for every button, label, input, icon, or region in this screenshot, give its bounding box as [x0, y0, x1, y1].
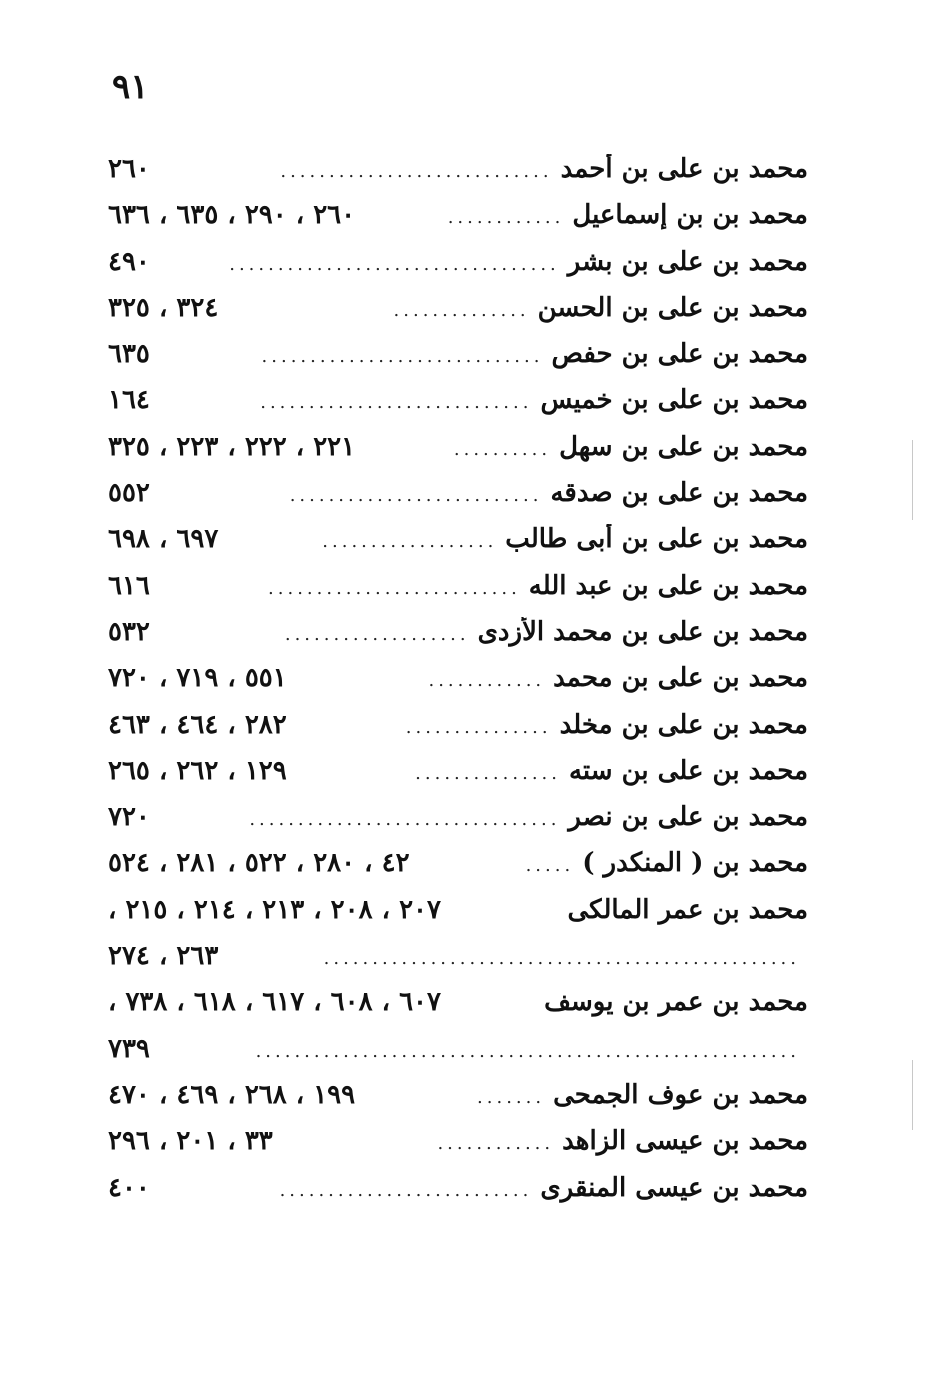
entry-leader-dots: .......: [477, 1086, 546, 1108]
entry-name: محمد بن بن إسماعيل: [572, 200, 808, 231]
entry-leader-dots: ...................: [284, 623, 470, 645]
entry-page-refs: ٢٦٣ ، ٢٧٤: [108, 941, 219, 972]
index-entry: [108, 987, 808, 1033]
entry-page-refs: ١٢٩ ، ٢٦٢ ، ٢٦٥: [108, 755, 287, 786]
entry-leader-dots: ........................................................: [255, 1040, 800, 1062]
entry-name: محمد بن على بن سهل: [559, 431, 808, 462]
entry-name: محمد بن ( المنكدر ): [582, 848, 808, 879]
entry-page-refs: ٤٩٠: [108, 246, 150, 277]
entry-leader-dots: ............................: [280, 161, 553, 182]
index-entry: [108, 154, 808, 200]
index-entry: [108, 1126, 808, 1172]
entry-leader-dots: ..........: [453, 438, 552, 460]
entry-name: محمد بن على بن عبد الله: [528, 570, 808, 601]
index-entry: [108, 617, 808, 663]
entry-name: محمد بن على بن خميس: [540, 385, 808, 416]
entry-leader-dots: ............: [447, 207, 565, 229]
entry-page-refs: ٢٦٠: [108, 154, 150, 184]
index-entry: [108, 663, 808, 709]
entry-page-refs: ٦٣٥: [108, 339, 150, 370]
entry-name: محمد بن على بن صدقه: [550, 478, 808, 509]
entry-name: محمد بن عمر بن يوسف: [544, 987, 808, 1018]
entry-name: محمد بن على بن حفص: [551, 339, 808, 370]
entry-page-refs: ٣٢٤ ، ٣٢٥: [108, 292, 219, 323]
entry-name: محمد بن على بن أحمد: [560, 154, 808, 184]
entry-page-refs: ٤٠٠: [108, 1172, 150, 1203]
entry-leader-dots: .................................................: [323, 948, 800, 970]
index-entry: [108, 432, 808, 478]
entry-page-refs: ٥٣٢: [108, 616, 150, 647]
entry-name: محمد بن على بن سته: [568, 755, 808, 786]
entry-leader-dots: .............................: [261, 346, 544, 368]
entry-leader-dots: ..........................: [268, 577, 521, 599]
entry-name: محمد بن على بن الحسن: [537, 292, 808, 323]
entry-leader-dots: ................................: [249, 809, 561, 831]
entry-name: محمد بن على بن محمد: [553, 663, 808, 694]
index-entry: [108, 200, 808, 246]
entry-name: محمد بن عيسى الزاهد: [562, 1126, 808, 1157]
entry-name: محمد بن عيسى المنقرى: [540, 1172, 808, 1203]
index-entry: [108, 571, 808, 617]
entry-page-refs: ٦١٦: [108, 570, 150, 601]
entry-name: محمد بن على بن مخلد: [559, 709, 808, 740]
index-entry: [108, 247, 808, 293]
entry-page-refs: ٢٨٢ ، ٤٦٤ ، ٤٦٣: [108, 709, 287, 740]
entry-leader-dots: ...............: [405, 716, 552, 738]
index-list: [108, 154, 808, 1219]
entry-page-refs: ١٦٤: [108, 385, 150, 416]
entry-page-refs: ٣٣ ، ٢٠١ ، ٢٩٦: [108, 1126, 273, 1157]
entry-leader-dots: ..............: [393, 299, 530, 321]
entry-name: محمد بن على بن نصر: [568, 802, 808, 833]
entry-page-refs: ٧٣٩: [108, 1033, 150, 1064]
entry-name: محمد بن عمر المالكى: [567, 894, 808, 925]
index-entry: [108, 478, 808, 524]
index-entry: [108, 941, 808, 987]
entry-name: محمد بن على بن أبى طالب: [505, 524, 808, 555]
index-entry: [108, 895, 808, 941]
entry-page-refs: ٥٥٢: [108, 478, 150, 509]
entry-page-refs: ٢٢١ ، ٢٢٢ ، ٢٢٣ ، ٣٢٥: [108, 431, 356, 462]
entry-name: محمد بن على بن محمد الأزدى: [477, 616, 808, 647]
index-entry: [108, 339, 808, 385]
entry-page-refs: ٥٥١ ، ٧١٩ ، ٧٢٠: [108, 663, 287, 694]
entry-leader-dots: ............: [428, 670, 546, 692]
index-entry: [108, 802, 808, 848]
index-entry: [108, 1080, 808, 1126]
index-entry: [108, 710, 808, 756]
entry-leader-dots: ..........................: [279, 1179, 533, 1201]
index-entry: [108, 1034, 808, 1080]
index-entry: [108, 756, 808, 802]
entry-leader-dots: .....: [525, 855, 575, 877]
entry-leader-dots: ..........................: [289, 485, 543, 507]
entry-name: محمد بن عوف الجمحى: [553, 1079, 808, 1110]
entry-name: محمد بن على بن بشر: [567, 246, 808, 277]
entry-page-refs: ٢٦٠ ، ٢٩٠ ، ٦٣٥ ، ٦٣٦: [108, 200, 356, 231]
index-entry: [108, 524, 808, 570]
entry-page-refs: ٦٩٧ ، ٦٩٨: [108, 524, 219, 555]
page-number: ٩١: [112, 67, 149, 107]
index-entry: [108, 848, 808, 894]
entry-page-refs: ٦٠٧ ، ٦٠٨ ، ٦١٧ ، ٦١٨ ، ٧٣٨ ،: [108, 987, 441, 1018]
entry-leader-dots: ............: [437, 1133, 555, 1155]
margin-mark: [912, 440, 913, 520]
entry-page-refs: ٤٢ ، ٢٨٠ ، ٥٢٢ ، ٢٨١ ، ٥٢٤: [108, 848, 410, 879]
index-entry: [108, 1173, 808, 1219]
entry-page-refs: ٧٢٠: [108, 802, 150, 833]
entry-page-refs: ١٩٩ ، ٢٦٨ ، ٤٦٩ ، ٤٧٠: [108, 1079, 356, 1110]
entry-leader-dots: ...............: [415, 762, 561, 784]
entry-leader-dots: ..................: [322, 531, 498, 553]
index-entry: [108, 385, 808, 431]
entry-leader-dots: ............................: [260, 392, 533, 414]
margin-mark: [912, 1060, 913, 1130]
entry-leader-dots: ..................................: [229, 253, 560, 275]
index-entry: [108, 293, 808, 339]
entry-page-refs: ٢٠٧ ، ٢٠٨ ، ٢١٣ ، ٢١٤ ، ٢١٥ ،: [108, 894, 441, 925]
